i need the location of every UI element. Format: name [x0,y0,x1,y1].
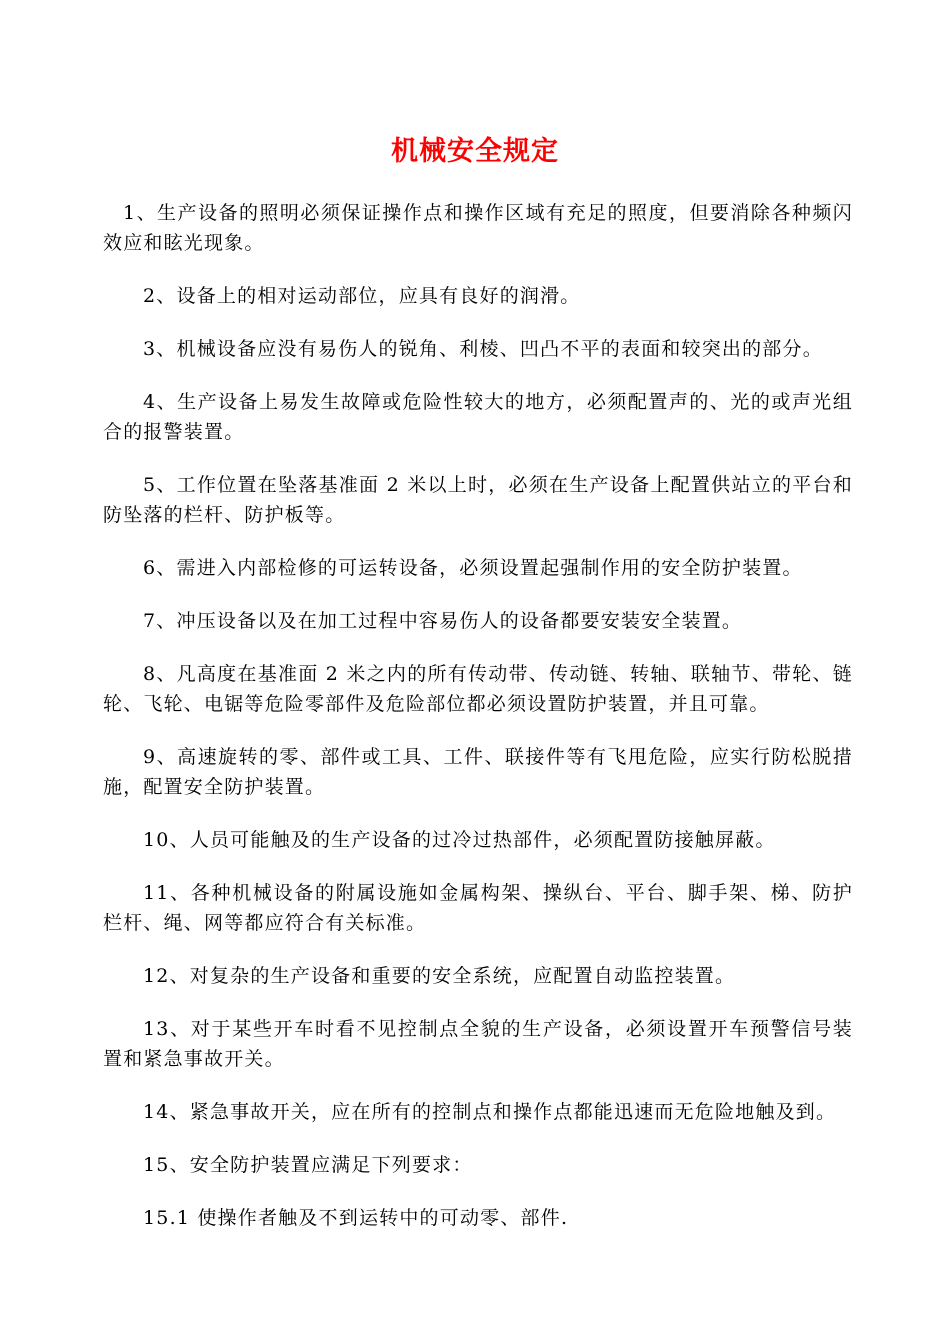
paragraph-15: 15、安全防护装置应满足下列要求： [143,1154,473,1176]
paragraph-14: 14、紧急事故开关，应在所有的控制点和操作点都能迅速而无危险地触及到。 [143,1101,837,1123]
document-title: 机械安全规定 [391,136,559,167]
paragraph-5: 5、工作位置在坠落基准面 2 米以上时，必须在生产设备上配置供站立的平台和防坠落的栏杆、防护板等。 [103,474,853,526]
paragraph-4: 4、生产设备上易发生故障或危险性较大的地方，必须配置声的、光的或声光组合的报警装置。 [103,391,853,443]
paragraph-12: 12、对复杂的生产设备和重要的安全系统，应配置自动监控装置。 [143,965,736,987]
paragraph-6: 6、需进入内部检修的可运转设备，必须设置起强制作用的安全防护装置。 [143,557,803,579]
paragraph-3: 3、机械设备应没有易伤人的锐角、利棱、凹凸不平的表面和较突出的部分。 [143,338,823,360]
paragraph-15-1: 15.1 使操作者触及不到运转中的可动零、部件. [143,1207,569,1229]
paragraph-10: 10、人员可能触及的生产设备的过冷过热部件，必须配置防接触屏蔽。 [143,829,776,851]
paragraph-11: 11、各种机械设备的附属设施如金属构架、操纵台、平台、脚手架、梯、防护栏杆、绳、网等都应符合有关标准。 [103,882,853,934]
paragraph-9: 9、高速旋转的零、部件或工具、工件、联接件等有飞甩危险，应实行防松脱措施，配置安全防护装置。 [103,746,853,798]
paragraph-13: 13、对于某些开车时看不见控制点全貌的生产设备，必须设置开车预警信号装置和紧急事故开关。 [103,1018,853,1070]
paragraph-8: 8、凡高度在基准面 2 米之内的所有传动带、传动链、转轴、联轴节、带轮、链轮、飞轮、电锯等危险零部件及危险部位都必须设置防护装置，并且可靠。 [103,663,853,715]
paragraph-2: 2、设备上的相对运动部位，应具有良好的润滑。 [143,285,581,307]
paragraph-1: 1、生产设备的照明必须保证操作点和操作区域有充足的照度，但要消除各种频闪效应和眩光现象。 [103,202,853,254]
paragraph-7: 7、冲压设备以及在加工过程中容易伤人的设备都要安装安全装置。 [143,610,743,632]
document-body [103,198,853,1256]
